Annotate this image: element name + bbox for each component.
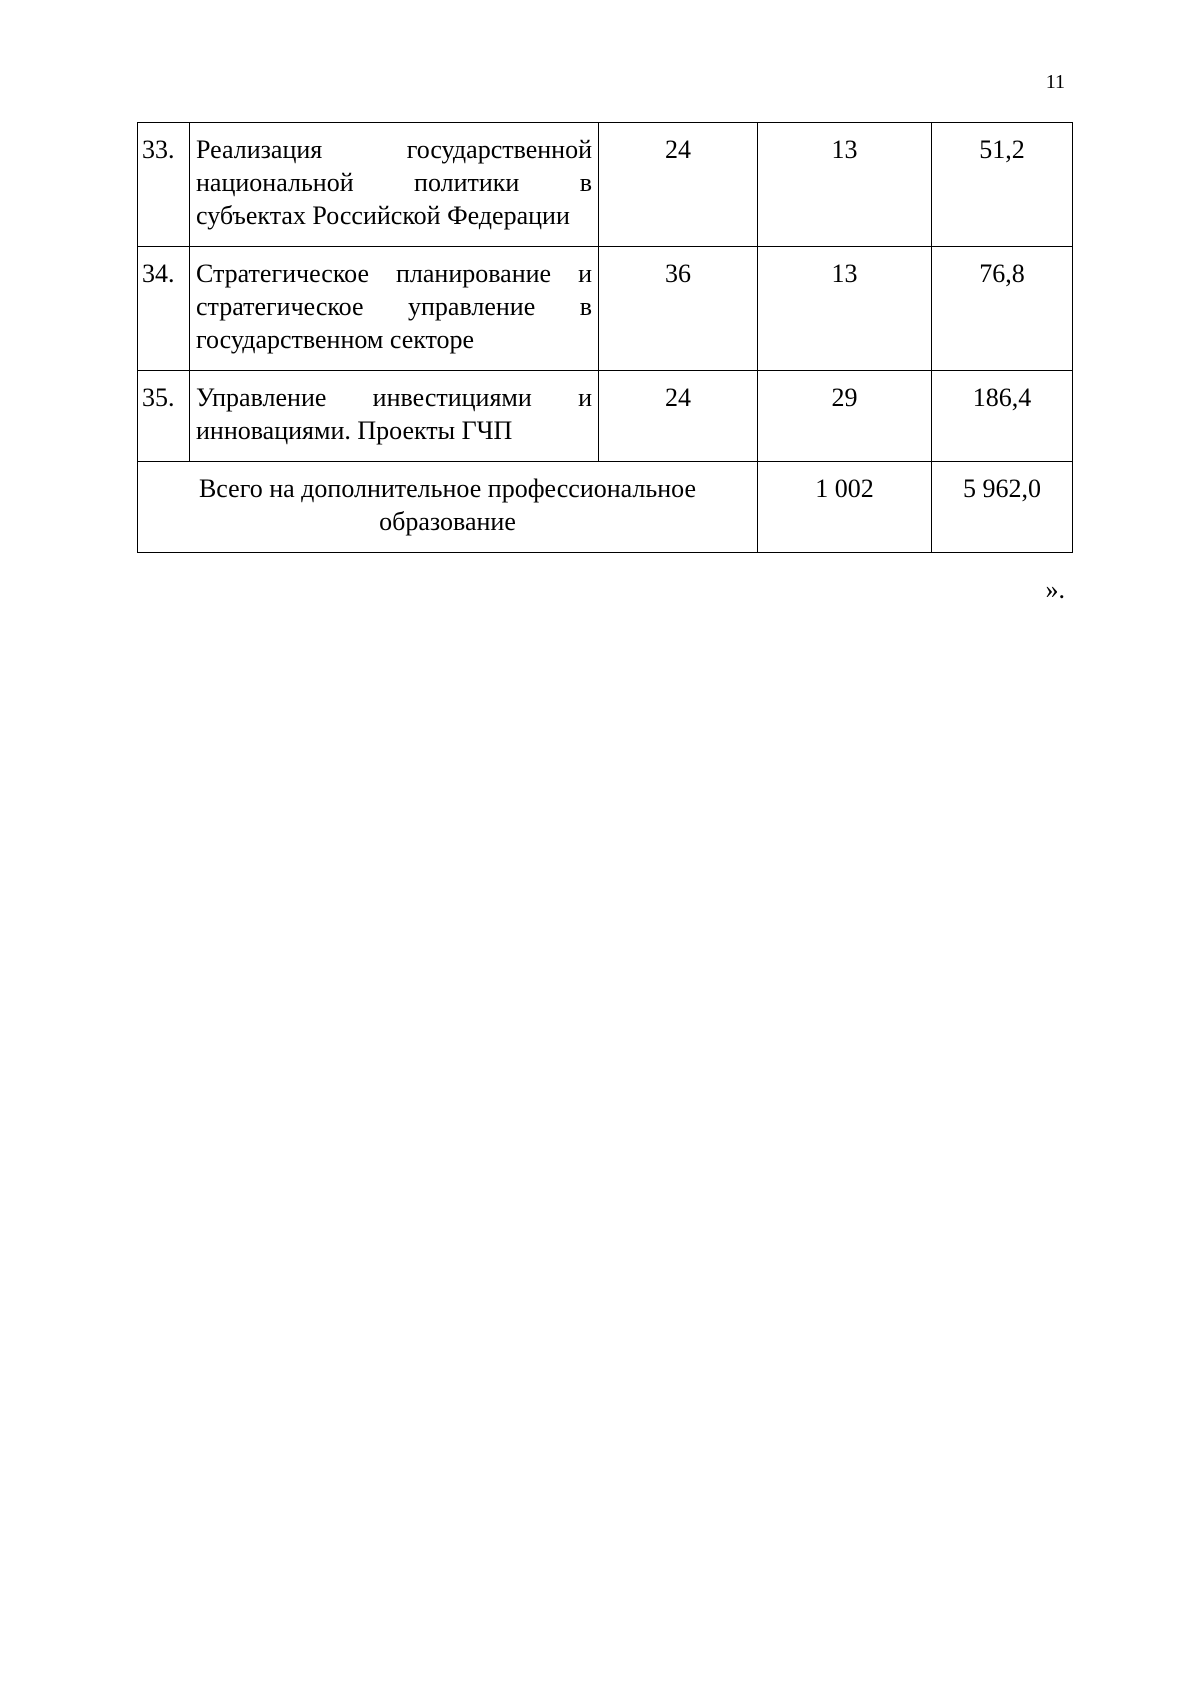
program-name: Стратегическое планирование и стратегическое управление в государственном секторе [190, 247, 599, 371]
page-number: 11 [1045, 71, 1065, 93]
program-name: Реализация государственной национальной политики в субъектах Российской Федерации [190, 123, 599, 247]
row-number: 34. [138, 247, 190, 371]
total-value-col5: 5 962,0 [932, 462, 1073, 553]
row-value-col5: 186,4 [932, 371, 1073, 462]
row-value-col4: 29 [758, 371, 932, 462]
table-row [138, 371, 1073, 462]
row-number: 33. [138, 123, 190, 247]
row-value-col5: 51,2 [932, 123, 1073, 247]
program-table [137, 122, 1073, 553]
table-row [138, 247, 1073, 371]
row-value-col3: 24 [599, 371, 758, 462]
total-label: Всего на дополнительное профессиональное образование [138, 462, 758, 553]
row-value-col3: 36 [599, 247, 758, 371]
program-name: Управление инвестициями и инновациями. Проекты ГЧП [190, 371, 599, 462]
row-value-col4: 13 [758, 247, 932, 371]
row-value-col5: 76,8 [932, 247, 1073, 371]
total-row [138, 462, 1073, 553]
row-number: 35. [138, 371, 190, 462]
table-row [138, 123, 1073, 247]
total-value-col4: 1 002 [758, 462, 932, 553]
row-value-col4: 13 [758, 123, 932, 247]
row-value-col3: 24 [599, 123, 758, 247]
closing-quote-mark: ». [1045, 575, 1065, 604]
